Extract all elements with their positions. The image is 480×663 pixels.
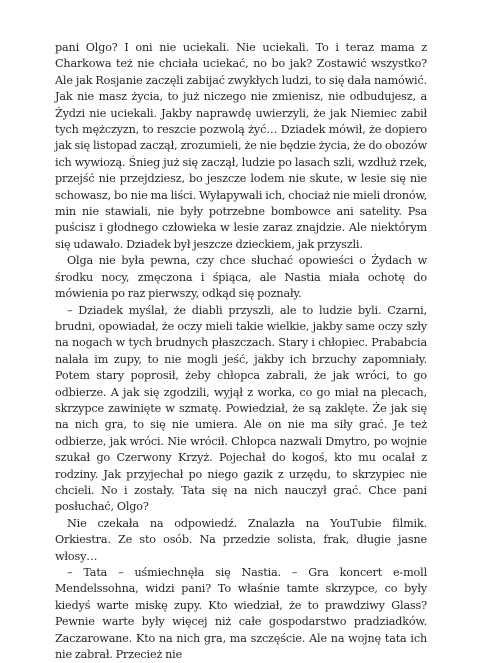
paragraph-2: Olga nie była pewna, czy chce słuchać opowieści o Żydach w środku nocy, zmęczona i śpiąca, ale Nastia miała ochotę do mówienia po raz pierwszy, odkąd się poznały. <box>55 254 427 301</box>
paragraph-4: Nie czekała na odpowiedź. Znalazła na YouTubie filmik. Orkiestra. Ze sto osób. Na przedzie solista, frak, długie jasne włosy… <box>55 516 427 563</box>
paragraph-1: pani Olgo? I oni nie uciekali. Nie uciekali. To i teraz mama z Charkowa też nie chciała uciekać, no bo jak? Zostawić wszystko? Ale jak Rosjanie zaczęli zabijać zwykłych ludzi, to się dała namówić. Jak nie masz życia, to już niczego nie zmienisz, nie odbudujesz, a Żydzi nie uciekali. Jakby naprawdę uwierzyli, że jak Niemiec zabił tych mężczyzn, to reszcie pozwolą żyć… Dziadek mówił, że dopiero jak się listopad zaczął, zrozumieli, że nie będzie życia, że do obozów ich wywiozą. Śnieg już się zaczął, ludzie po lasach szli, wzdłuż rzek, przejść nie przejdziesz, bo jeszcze lodem nie skute, w lesie się nie schowasz, bo nie ma liści. Wyłapywali ich, chociaż nie mieli dronów, min nie stawiali, nie były potrzebne bombowce ani satelity. Psa puścisz i głodnego człowieka w lesie zaraz znajdzie. Ale niektórym się udawało. Dziadek był jeszcze dzieckiem, jak przyszli. <box>55 41 427 251</box>
paragraph-3: – Dziadek myślał, że diabli przyszli, ale to ludzie byli. Czarni, brudni, opowiadał, że oczy mieli takie wielkie, jakby same oczy szły na nogach w tych brudnych płaszczach. Stary i chłopiec. Prababcia nalała im zupy, to nie mogli jeść, jakby ich brzuchy zapomniały. Potem stary poprosił, żeby chłopca zabrali, że jak wróci, to go odbierze. A jak się zgodzili, wyjął z worka, co go miał na plecach, skrzypce zawinięte w szmatę. Powiedział, że są zaklęte. Że jak się na nich gra, to się nie umiera. Ale on nie ma siły grać. Je też odbierze, jak wróci. Nie wrócił. Chłopca nazwali Dmytro, po wojnie szukał go Czerwony Krzyż. Pojechał do kogoś, kto mu ocalał z rodziny. Jak przyjechał po niego gazik z urzędu, to skrzypiec nie chcieli. No i zostały. Tata się na nich nauczył grać. Chce pani posłuchać, Olgo? <box>55 303 427 514</box>
paragraph-5: – Tata – uśmiechnęła się Nastia. – Gra koncert e-moll Mendelssohna, widzi pani? To właśnie tamte skrzypce, co były kiedyś warte miskę zupy. Kto wiedział, że to prawdziwy Glass? Pewnie warte były więcej niż całe gospodarstwo pradziadków. Zaczarowane. Kto na nich gra, ma szczęście. Ale na wojnę tata ich nie zabrał. Przecież nie <box>55 566 427 662</box>
page-text <box>55 40 427 663</box>
